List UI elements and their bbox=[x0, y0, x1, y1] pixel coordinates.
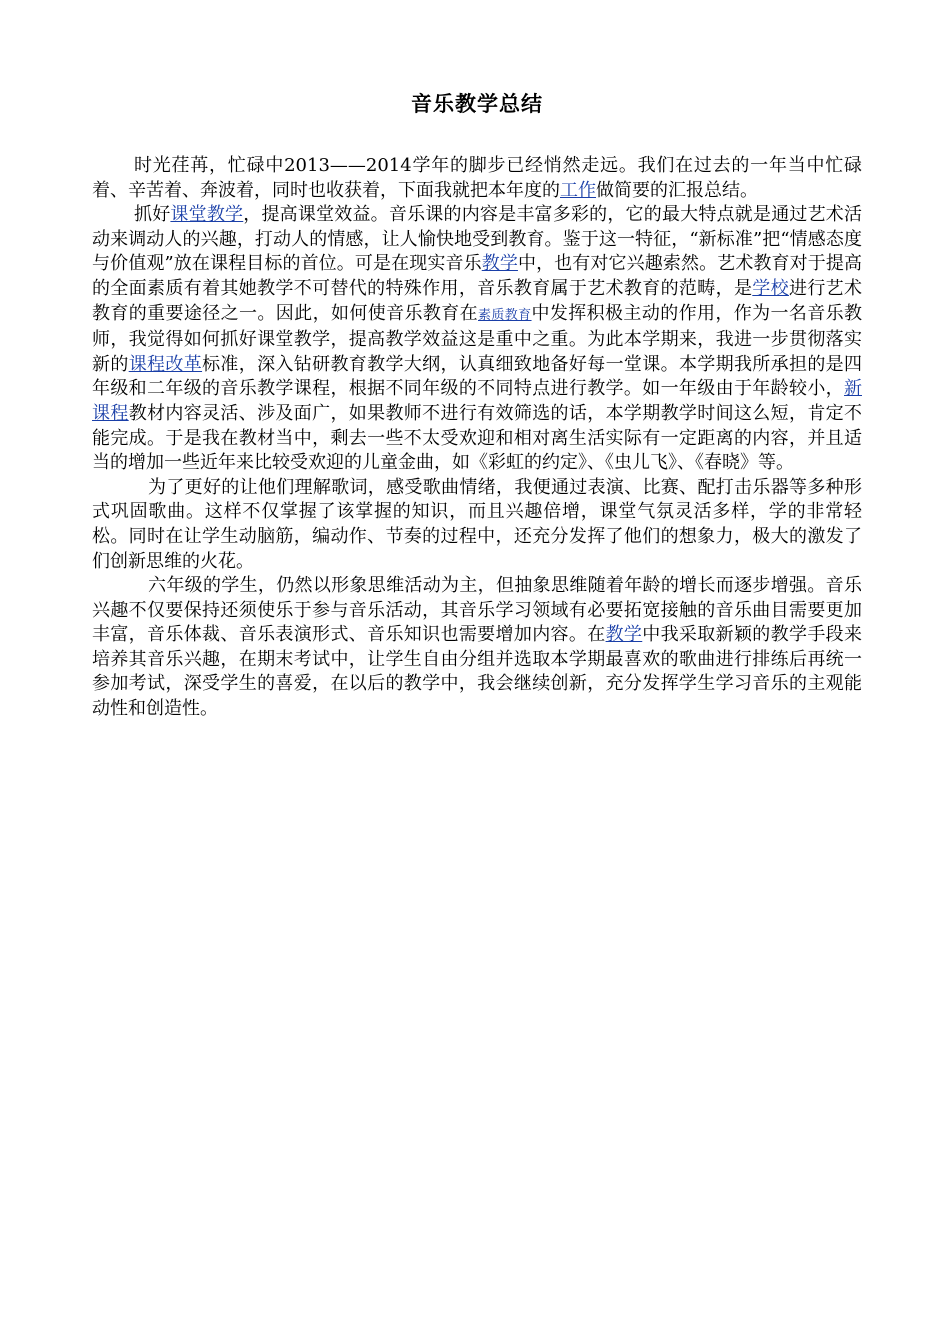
paragraph-text: 做简要的汇报总结。 bbox=[596, 179, 758, 201]
paragraph-text: 中我采取新颖的教学手段来培养其音乐兴趣，在期末考试中，让学生自由分组并选取本学期最喜欢的歌曲进行排练后再统一参加考试，深受学生的喜爱，在以后的教学中，我会继续创新，充分发挥学生学习音乐的主观能动性和创造性。 bbox=[92, 624, 863, 720]
paragraph-text: 标准，深入钻研教育教学大纲，认真细致地备好每一堂课。本学期我所承担的是四年级和二年级的音乐教学课程，根据不同年级的不同特点进行教学。如一年级由于年龄较小， bbox=[92, 353, 863, 400]
link-teaching-2[interactable]: 教学 bbox=[605, 624, 643, 646]
paragraph-text: 教材内容灵活、涉及面广，如果教师不进行有效筛选的话，本学期教学时间这么短，肯定不能完成。于是我在教材当中，剩去一些不太受欢迎和相对离生活实际有一定距离的内容，并且适当的增加一些近年来比较受欢迎的儿童金曲，如《彩虹的约定》、《虫儿飞》、《春晓》等。 bbox=[92, 402, 863, 474]
link-school[interactable]: 学校 bbox=[752, 277, 789, 299]
link-classroom-teaching[interactable]: 课堂教学 bbox=[170, 204, 244, 226]
link-curriculum-reform[interactable]: 课程改革 bbox=[128, 353, 203, 375]
paragraph-text: ，提高课堂效益。音乐课的内容是丰富多彩的，它的最大特点就是通过艺术活动来调动人的兴趣，打动人的情感，让人愉快地受到教育。鉴于这一特征，“新标准”把“情感态度与价值观”放在课程目标的首位。可是在现实音乐 bbox=[92, 204, 863, 275]
paragraph-sixth-grade bbox=[92, 574, 862, 722]
link-new-curriculum[interactable]: 新课程 bbox=[92, 378, 862, 424]
paragraph-text: 中，也有对它兴趣索然。艺术教育对于提高的全面素质有着其她教学不可替代的特殊作用，音乐教育属于艺术教育的范畴，是 bbox=[92, 253, 863, 299]
page-title: 音乐教学总结 bbox=[411, 92, 543, 116]
paragraph-methods bbox=[92, 476, 862, 574]
paragraph-text: 抓好 bbox=[134, 204, 171, 226]
paragraph-text: 时光荏苒，忙碌中2013——2014学年的脚步已经悄然走远。我们在过去的一年当中忙碌着、辛苦着、奔波着，同时也收获着，下面我就把本年度的 bbox=[92, 155, 862, 201]
paragraph-intro bbox=[92, 154, 862, 203]
paragraph-classroom-teaching bbox=[92, 203, 862, 476]
paragraph-text: 中发挥积极主动的作用，作为一名音乐教师，我觉得如何抓好课堂教学，提高教学效益这是重中之重。为此本学期来，我进一步贯彻落实新的 bbox=[92, 302, 862, 375]
paragraph-text: 进行艺术教育的重要途径之一。因此，如何使音乐教育在 bbox=[92, 277, 863, 324]
document-page bbox=[92, 88, 862, 722]
link-work[interactable]: 工作 bbox=[560, 179, 596, 201]
link-quality-education[interactable]: 素质教育 bbox=[478, 307, 532, 323]
paragraph-text: 为了更好的让他们理解歌词，感受歌曲情绪，我便通过表演、比赛、配打击乐器等多种形式巩固歌曲。这样不仅掌握了该掌握的知识，而且兴趣倍增，课堂气氛灵活多样，学的非常轻松。同时在让学生动脑筋，编动作、节奏的过程中，还充分发挥了他们的想象力，极大的激发了们创新思维的火花。 bbox=[92, 476, 862, 572]
link-teaching[interactable]: 教学 bbox=[481, 253, 518, 275]
paragraph-text: 六年级的学生，仍然以形象思维活动为主，但抽象思维随着年龄的增长而逐步增强。音乐兴趣不仅要保持还须使乐于参与音乐活动，其音乐学习领域有必要拓宽接触的音乐曲目需要更加丰富，音乐体裁、音乐表演形式、音乐知识也需要增加内容。在 bbox=[92, 575, 862, 646]
